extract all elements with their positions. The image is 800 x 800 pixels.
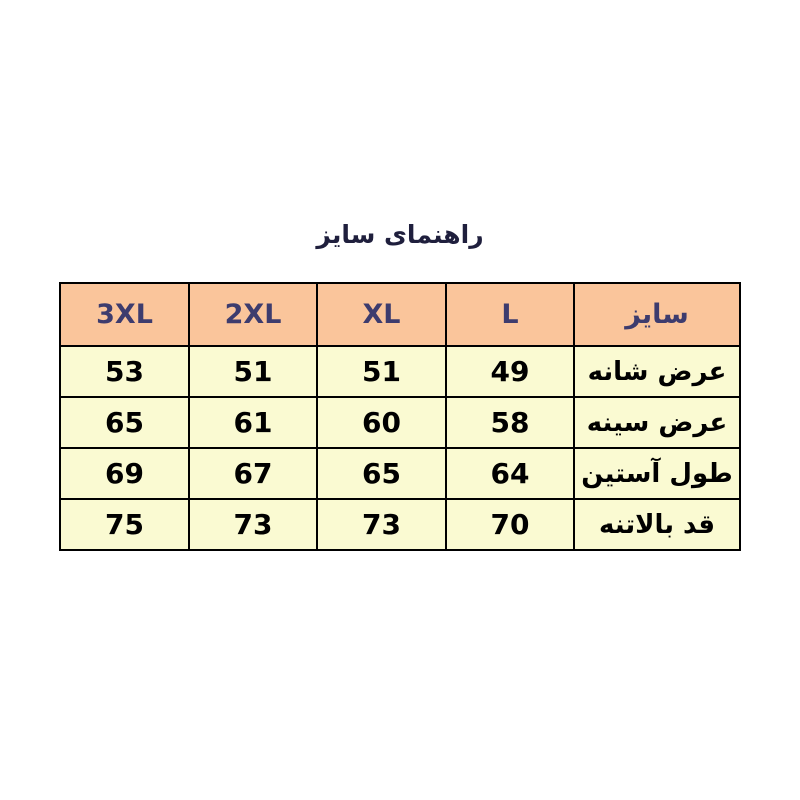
measurement-cell: 65 [60, 397, 189, 448]
table-header-row [60, 283, 740, 346]
measurement-cell: 75 [60, 499, 189, 550]
header-cell-l: L [446, 283, 574, 346]
table-row-torso-length [60, 499, 740, 550]
header-cell-size: سایز [574, 283, 740, 346]
header-cell-3xl: 3XL [60, 283, 189, 346]
measurement-cell: 53 [60, 346, 189, 397]
row-label-shoulder-width: عرض شانه [574, 346, 740, 397]
header-cell-xl: XL [317, 283, 446, 346]
measurement-cell: 69 [60, 448, 189, 499]
measurement-cell: 70 [446, 499, 574, 550]
row-label-torso-length: قد بالاتنه [574, 499, 740, 550]
measurement-cell: 65 [317, 448, 446, 499]
table-row-chest-width [60, 397, 740, 448]
measurement-cell: 73 [189, 499, 317, 550]
measurement-cell: 60 [317, 397, 446, 448]
measurement-cell: 51 [189, 346, 317, 397]
measurement-cell: 51 [317, 346, 446, 397]
page-title: راهنمای سایز [316, 220, 484, 249]
measurement-cell: 61 [189, 397, 317, 448]
measurement-cell: 67 [189, 448, 317, 499]
measurement-cell: 64 [446, 448, 574, 499]
size-guide-table [59, 282, 741, 551]
measurement-cell: 58 [446, 397, 574, 448]
measurement-cell: 49 [446, 346, 574, 397]
header-cell-2xl: 2XL [189, 283, 317, 346]
row-label-sleeve-length: طول آستین [574, 448, 740, 499]
table-row-shoulder-width [60, 346, 740, 397]
table-row-sleeve-length [60, 448, 740, 499]
measurement-cell: 73 [317, 499, 446, 550]
row-label-chest-width: عرض سینه [574, 397, 740, 448]
